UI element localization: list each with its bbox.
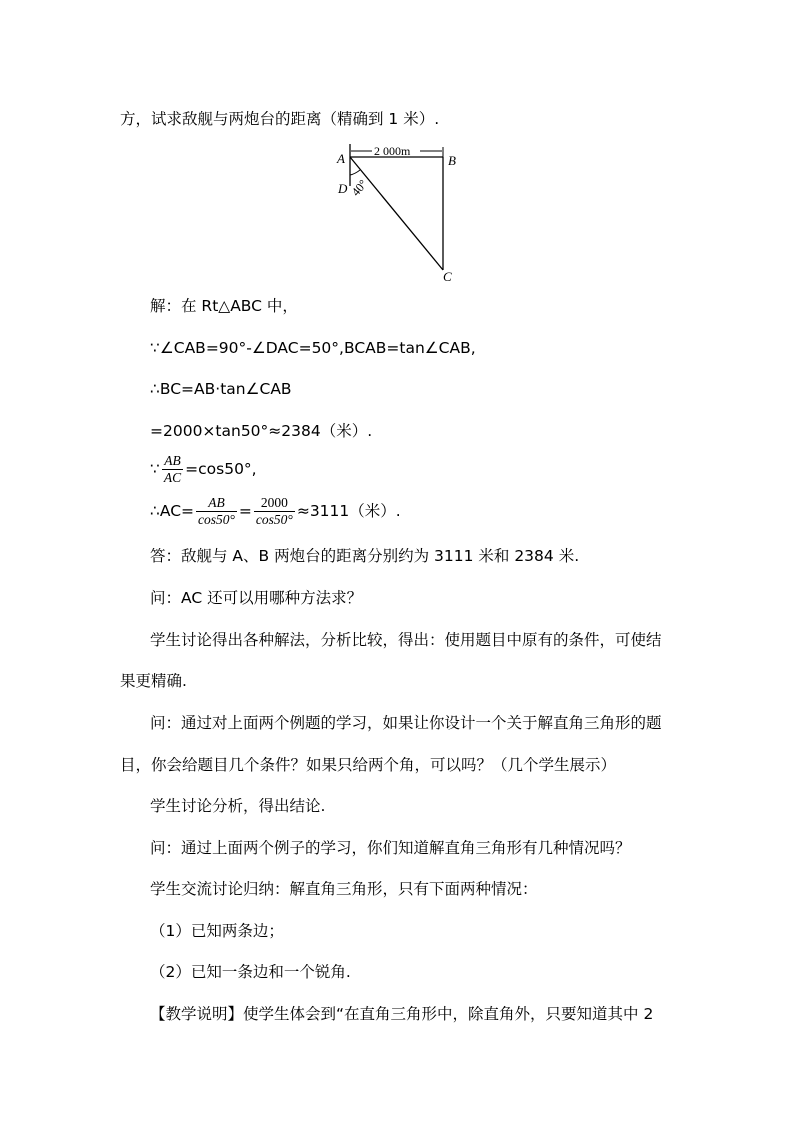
question-2-line-1: 问：通过对上面两个例题的学习，如果让你设计一个关于解直角三角形的题 xyxy=(150,714,662,732)
paragraph-3: 学生交流讨论归纳：解直角三角形，只有下面两种情况： xyxy=(150,880,538,898)
fraction-numerator: 2000 xyxy=(254,495,295,512)
equals-sign: = xyxy=(238,502,252,520)
answer-line: 答：敌舰与 A、B 两炮台的距离分别约为 3111 米和 2384 米. xyxy=(150,547,580,565)
angle-label: 40° xyxy=(348,176,371,199)
fraction-denominator: AC xyxy=(163,470,182,485)
angle-arc xyxy=(350,170,360,175)
ac-result: ≈3111（米）. xyxy=(296,502,401,520)
side-ac xyxy=(350,157,443,270)
label-a: A xyxy=(337,151,345,166)
label-c: C xyxy=(443,269,452,282)
teaching-note: 【教学说明】使学生体会到“在直角三角形中，除直角外，只要知道其中 2 xyxy=(150,1005,654,1023)
label-b: B xyxy=(448,153,456,168)
label-d: D xyxy=(338,181,348,196)
solution-line-4: =2000×tan50°≈2384（米）. xyxy=(150,422,373,440)
fraction-numerator: AB xyxy=(196,495,237,512)
paragraph-1-line-1: 学生讨论得出各种解法，分析比较，得出：使用题目中原有的条件，可使结 xyxy=(150,631,662,649)
paragraph-2: 学生讨论分析，得出结论. xyxy=(150,797,326,815)
solution-line-1: 解：在 Rt△ABC 中， xyxy=(150,297,298,315)
solution-line-2: ∵∠CAB=90°-∠DAC=50°,BCAB=tan∠CAB, xyxy=(150,339,476,357)
ac-equals: ∴AC= xyxy=(150,502,195,520)
fraction-numerator: AB xyxy=(162,453,183,470)
distance-label: 2 000m xyxy=(374,144,411,158)
question-2-line-2: 目，你会给题目几个条件？如果只给两个角，可以吗？（几个学生展示） xyxy=(120,756,617,774)
case-1: （1）已知两条边； xyxy=(150,922,284,940)
fraction-2000-cos xyxy=(254,495,295,528)
fraction-ab-cos xyxy=(196,495,237,528)
paragraph-1-line-2: 果更精确. xyxy=(120,672,187,690)
case-2: （2）已知一条边和一个锐角. xyxy=(150,963,351,981)
cos-equality: =cos50°, xyxy=(185,460,257,478)
fraction-denominator: cos50° xyxy=(198,512,235,527)
intro-line: 方，试求敌舰与两炮台的距离（精确到 1 米）. xyxy=(120,110,440,128)
question-1: 问：AC 还可以用哪种方法求？ xyxy=(150,589,363,607)
solution-line-5 xyxy=(150,451,257,487)
triangle-figure xyxy=(330,142,470,282)
fraction-denominator: cos50° xyxy=(255,512,293,527)
solution-line-6 xyxy=(150,493,401,529)
fraction-ab-ac xyxy=(162,453,183,486)
question-3: 问：通过上面两个例子的学习，你们知道解直角三角形有几种情况吗？ xyxy=(150,839,631,857)
solution-line-3: ∴BC=AB·tan∠CAB xyxy=(150,380,292,398)
because-symbol: ∵ xyxy=(150,460,160,478)
